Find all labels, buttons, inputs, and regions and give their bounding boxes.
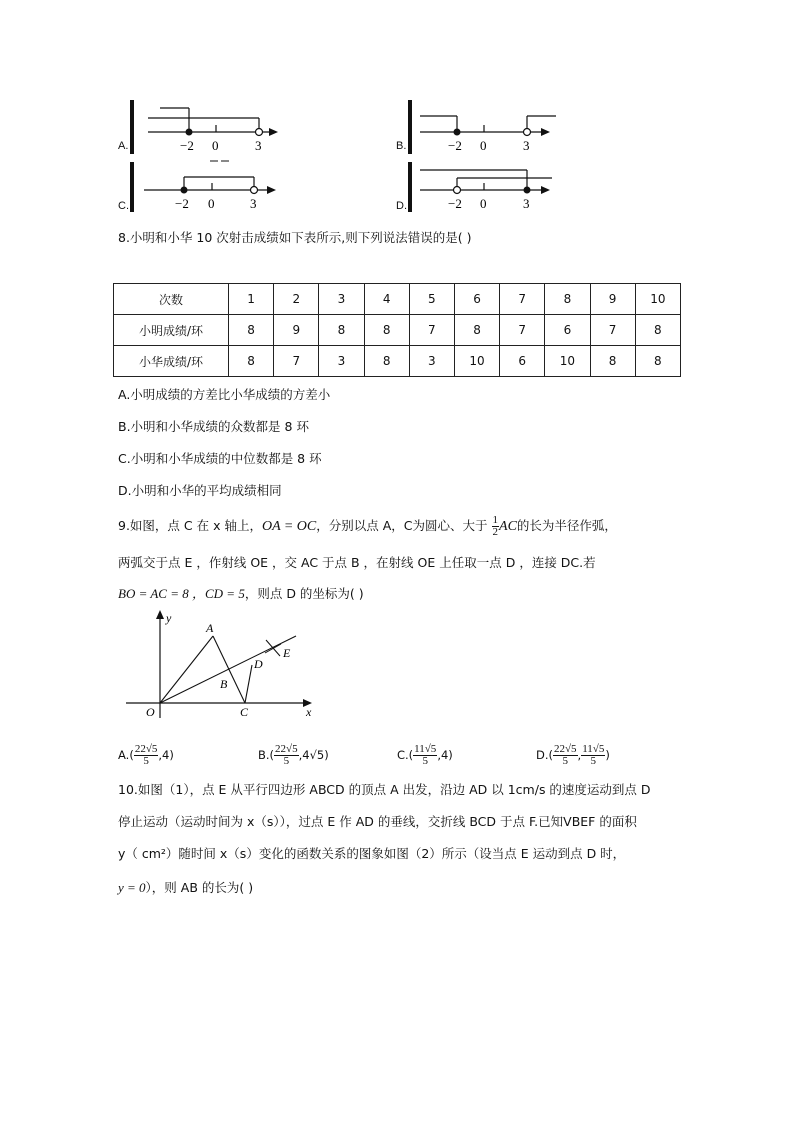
q10-line-1: 10.如图（1），点 E 从平行四边形 ABCD 的顶点 A 出发，沿边 AD 以 1cm/s 的速度运动到点 D bbox=[118, 782, 651, 797]
table-cell: 8 bbox=[590, 346, 635, 377]
option-suffix: ,4) bbox=[437, 748, 453, 762]
fraction-denominator: 2 bbox=[492, 526, 499, 538]
q10-line-4 bbox=[118, 880, 253, 896]
tick-label: 3 bbox=[523, 196, 530, 211]
q8-option-c: C.小明和小华成绩的中位数都是 8 环 bbox=[118, 451, 322, 466]
number-line-a bbox=[118, 96, 288, 158]
table-cell: 9 bbox=[274, 315, 319, 346]
tick-label: 0 bbox=[212, 138, 219, 153]
q7-option-d bbox=[396, 158, 566, 216]
table-cell: 10 bbox=[545, 346, 590, 377]
point-label-e: E bbox=[283, 646, 291, 660]
option-prefix: B.( bbox=[258, 748, 275, 762]
equation: OA = OC bbox=[261, 519, 317, 534]
fraction-denominator: 5 bbox=[562, 755, 569, 767]
fraction-numerator: 11√5 bbox=[582, 743, 605, 755]
fraction-numerator: 1 bbox=[492, 514, 499, 526]
number-line-d bbox=[396, 158, 566, 216]
table-cell: 8 bbox=[229, 315, 274, 346]
table-cell: 8 bbox=[319, 315, 364, 346]
table-cell: 6 bbox=[500, 346, 545, 377]
tick-label: −2 bbox=[448, 196, 462, 211]
fraction-numerator: 22√5 bbox=[134, 743, 158, 755]
table-cell: 6 bbox=[454, 284, 499, 315]
table-cell: 2 bbox=[274, 284, 319, 315]
q9-option-b bbox=[258, 738, 329, 772]
table-cell: 8 bbox=[635, 346, 680, 377]
fraction bbox=[274, 744, 299, 767]
point-label-b: B bbox=[220, 677, 228, 691]
tick-label: 3 bbox=[523, 138, 530, 153]
q7-option-c bbox=[118, 158, 288, 216]
q9-figure bbox=[120, 608, 320, 723]
q9-line-3 bbox=[118, 586, 364, 602]
q10-line-2: 停止运动（运动时间为 x（s）），过点 E 作 AD 的垂线，交折线 BCD 于点 F.已知VBEF 的面积 bbox=[118, 814, 637, 829]
q10-line-3: y（ cm²）随时间 x（s）变化的函数关系的图象如图（2）所示（设当点 E 运动到点 D 时， bbox=[118, 846, 626, 861]
table-cell: 9 bbox=[590, 284, 635, 315]
tick-label: −2 bbox=[448, 138, 462, 153]
point-label-d: D bbox=[254, 657, 263, 671]
tick-label: 0 bbox=[480, 138, 487, 153]
fraction-denominator: 5 bbox=[143, 755, 149, 767]
option-prefix: A.( bbox=[118, 748, 134, 762]
table-cell: 3 bbox=[409, 346, 454, 377]
q9-option-d bbox=[536, 738, 610, 772]
table-cell: 5 bbox=[409, 284, 454, 315]
table-cell: 8 bbox=[545, 284, 590, 315]
table-cell: 3 bbox=[319, 284, 364, 315]
tick-label: 3 bbox=[255, 138, 262, 153]
table-cell: 10 bbox=[635, 284, 680, 315]
table-cell: 10 bbox=[454, 346, 499, 377]
table-cell: 3 bbox=[319, 346, 364, 377]
q9-text: ，则点 D 的坐标为( ) bbox=[244, 586, 364, 601]
tick-label: −2 bbox=[180, 138, 194, 153]
q7-option-a bbox=[118, 96, 288, 158]
tick-label: −2 bbox=[175, 196, 189, 211]
number-line-c bbox=[118, 158, 288, 216]
score-table bbox=[113, 283, 681, 377]
option-prefix: D.( bbox=[536, 748, 553, 762]
q8-option-d: D.小明和小华的平均成绩相同 bbox=[118, 483, 282, 498]
number-line-b bbox=[396, 96, 566, 158]
equation: BO = AC = 8 ，CD = 5 bbox=[118, 586, 245, 601]
table-cell: 7 bbox=[409, 315, 454, 346]
table-row bbox=[114, 315, 681, 346]
table-cell: 8 bbox=[454, 315, 499, 346]
table-cell: 1 bbox=[229, 284, 274, 315]
axis-label-x: x bbox=[306, 705, 312, 719]
table-cell: 8 bbox=[364, 315, 409, 346]
q8-option-a: A.小明成绩的方差比小华成绩的方差小 bbox=[118, 387, 331, 402]
option-letter: B. bbox=[396, 140, 407, 152]
option-suffix: ) bbox=[605, 748, 610, 762]
table-cell: 7 bbox=[274, 346, 319, 377]
fraction-denominator: 5 bbox=[422, 755, 428, 767]
q9-text: 9.如图，点 C 在 x 轴上， bbox=[118, 518, 262, 533]
q9-text: 的长为半径作弧， bbox=[516, 518, 617, 533]
q9-text: ，分别以点 A，C为圆心、大于 bbox=[316, 518, 488, 533]
table-cell: 8 bbox=[229, 346, 274, 377]
table-cell: 7 bbox=[500, 315, 545, 346]
axis-label-y: y bbox=[166, 611, 172, 625]
point-label-a: A bbox=[206, 621, 214, 635]
table-cell: 8 bbox=[364, 346, 409, 377]
table-cell: 6 bbox=[545, 315, 590, 346]
option-prefix: C.( bbox=[397, 748, 414, 762]
fraction bbox=[134, 744, 159, 767]
table-cell: 小明成绩/环 bbox=[114, 315, 229, 346]
fraction-numerator: 22√5 bbox=[554, 743, 577, 755]
table-cell: 小华成绩/环 bbox=[114, 346, 229, 377]
option-suffix: ,4) bbox=[158, 748, 174, 762]
option-letter: D. bbox=[396, 200, 407, 212]
tick-label: 3 bbox=[250, 196, 257, 211]
fraction-numerator: 11√5 bbox=[414, 743, 437, 755]
fraction-numerator: 22√5 bbox=[275, 743, 298, 755]
table-cell: 7 bbox=[500, 284, 545, 315]
fraction bbox=[581, 744, 605, 767]
point-label-o: O bbox=[146, 705, 155, 719]
q8-question: 8.小明和小华 10 次射击成绩如下表所示,则下列说法错误的是( ) bbox=[118, 230, 472, 245]
fraction-denominator: 5 bbox=[590, 755, 597, 767]
equation: y = 0 bbox=[118, 880, 146, 895]
q9-line-2: 两弧交于点 E ，作射线 OE ，交 AC 于点 B ，在射线 OE 上任取一点 D ，连接 DC.若 bbox=[118, 555, 596, 570]
table-cell: 8 bbox=[635, 315, 680, 346]
table-cell: 4 bbox=[364, 284, 409, 315]
table-cell: 次数 bbox=[114, 284, 229, 315]
q9-line-1 bbox=[118, 512, 617, 540]
fraction-denominator: 5 bbox=[283, 755, 290, 767]
table-cell: 7 bbox=[590, 315, 635, 346]
q8-option-b: B.小明和小华成绩的众数都是 8 环 bbox=[118, 419, 309, 434]
table-row bbox=[114, 284, 681, 315]
segment-ac: AC bbox=[499, 519, 517, 534]
q9-option-c bbox=[397, 738, 453, 772]
q7-option-b bbox=[396, 96, 566, 158]
fraction bbox=[413, 744, 437, 767]
option-letter: A. bbox=[118, 140, 129, 152]
fraction-half bbox=[492, 515, 500, 538]
q9-option-a bbox=[118, 738, 174, 772]
point-label-c: C bbox=[240, 705, 249, 719]
option-suffix: ,4√5) bbox=[298, 748, 329, 762]
tick-label: 0 bbox=[208, 196, 215, 211]
fraction bbox=[553, 744, 578, 767]
tick-label: 0 bbox=[480, 196, 487, 211]
q10-text: ），则 AB 的长为( ) bbox=[145, 880, 254, 895]
option-separator: , bbox=[577, 748, 582, 762]
option-letter: C. bbox=[118, 200, 129, 212]
table-row bbox=[114, 346, 681, 377]
